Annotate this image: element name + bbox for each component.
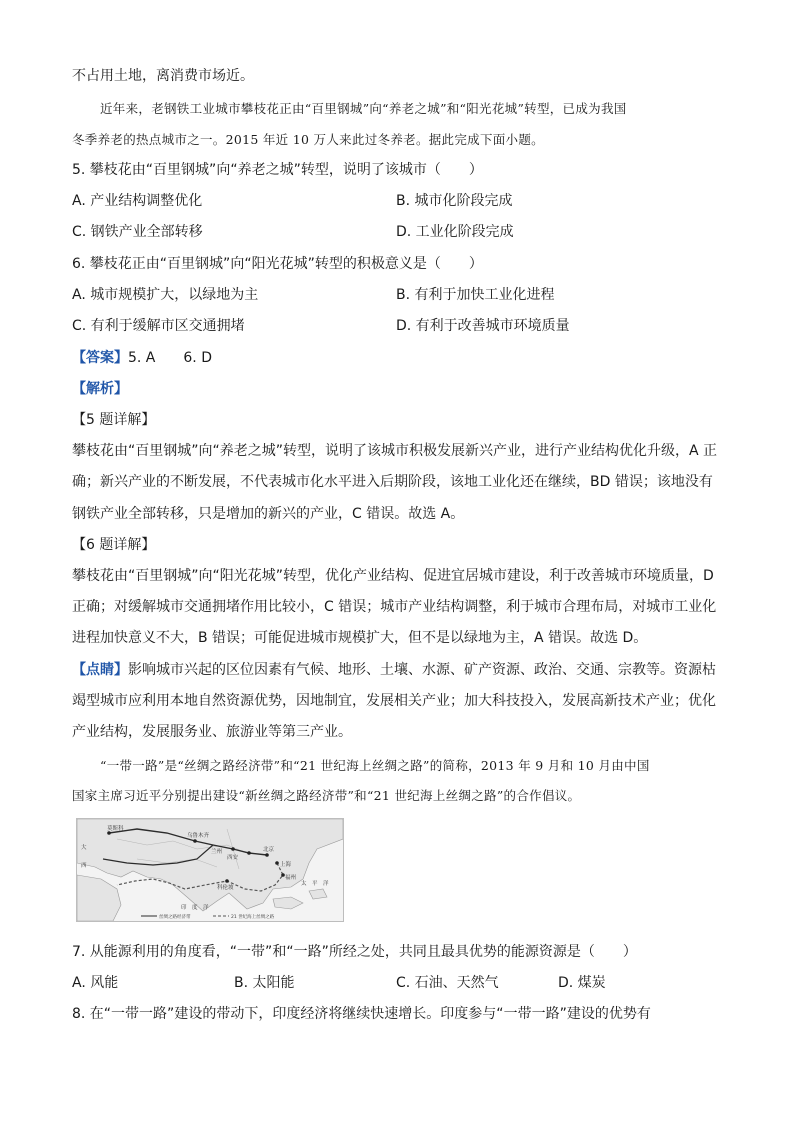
passage-line: 近年来，老钢铁工业城市攀枝花正由“百里钢城”向“养老之城”和“阳光花城”转型，已成为我国 xyxy=(100,101,627,116)
detail-line: 确；新兴产业的不断发展，不代表城市化水平进入后期阶段，该地工业化还在继续，BD 错误；该地没有 xyxy=(72,474,713,490)
belt-road-map xyxy=(76,818,344,922)
city-dot xyxy=(247,851,251,855)
question-8: 8. 在“一带一路”建设的带动下，印度经济将继续快速增长。印度参与“一带一路”建设的优势有 xyxy=(72,1006,651,1022)
tip-text: 影响城市兴起的区位因素有气候、地形、土壤、水源、矿产资源、政治、交通、宗教等。资源枯 xyxy=(128,662,716,678)
map-figure xyxy=(77,819,343,921)
option-7a: A. 风能 xyxy=(72,975,119,991)
tip-tag: 【点睛】 xyxy=(72,662,128,678)
option-6d: D. 有利于改善城市环境质量 xyxy=(396,318,570,334)
map-label: 兰州 xyxy=(211,849,223,855)
map-label: 西安 xyxy=(227,855,239,861)
option-6c: C. 有利于缓解市区交通拥堵 xyxy=(72,318,245,334)
option-7d: D. 煤炭 xyxy=(558,975,606,991)
answer-tag: 【答案】 xyxy=(72,350,128,366)
map-label: 北京 xyxy=(263,847,275,853)
option-7c: C. 石油、天然气 xyxy=(396,975,499,991)
passage-line: 国家主席习近平分别提出建设“新丝绸之路经济带”和“21 世纪海上丝绸之路”的合作倡议。 xyxy=(72,788,581,803)
detail-line: 正确；对缓解城市交通拥堵作用比较小，C 错误；城市产业结构调整，利于城市合理布局，对城市工业化 xyxy=(72,599,717,615)
question-6: 6. 攀枝花正由“百里钢城”向“阳光花城”转型的积极意义是（ ） xyxy=(72,256,483,272)
legend-road: 21 世纪海上丝绸之路 xyxy=(231,915,275,920)
city-dot xyxy=(275,861,279,865)
map-land-africa xyxy=(77,875,121,921)
answer-text: 5. A 6. D xyxy=(128,350,212,366)
option-5d: D. 工业化阶段完成 xyxy=(396,224,514,240)
option-6b: B. 有利于加快工业化进程 xyxy=(396,287,555,303)
question-7: 7. 从能源利用的角度看，“一带”和“一路”所经之处，共同且最具优势的能源资源是（ ） xyxy=(72,944,637,960)
city-dot xyxy=(231,847,235,851)
option-5b: B. 城市化阶段完成 xyxy=(396,193,513,209)
option-7b: B. 太阳能 xyxy=(234,975,295,991)
map-label: 西 xyxy=(81,863,87,869)
map-label: 乌鲁木齐 xyxy=(187,833,210,839)
detail-line: 钢铁产业全部转移，只是增加的新兴的产业，C 错误。故选 A。 xyxy=(72,506,465,522)
answer-line xyxy=(72,348,212,368)
map-label: 莫斯科 xyxy=(107,826,124,832)
map-label: 大 xyxy=(81,845,87,851)
option-5a: A. 产业结构调整优化 xyxy=(72,193,203,209)
tip-line xyxy=(72,660,716,680)
legend-belt: 丝绸之路经济带 xyxy=(159,915,191,920)
map-label: 上海 xyxy=(280,862,292,868)
city-dot xyxy=(193,839,197,843)
city-dot xyxy=(265,853,269,857)
option-5c: C. 钢铁产业全部转移 xyxy=(72,224,203,240)
passage-line: “一带一路”是“丝绸之路经济带”和“21 世纪海上丝绸之路”的简称，2013 年 9 月和 10 月由中国 xyxy=(100,758,650,773)
tip-line: 竭型城市应利用本地自然资源优势，因地制宜，发展相关产业；加大科技投入，发展高新技术产业；优化 xyxy=(72,693,716,709)
city-dot xyxy=(225,879,229,883)
map-label: 印 度 洋 xyxy=(181,905,209,911)
analysis-tag: 【解析】 xyxy=(72,381,128,397)
question-5: 5. 攀枝花由“百里钢城”向“养老之城”转型，说明了该城市（ ） xyxy=(72,162,483,178)
text-line: 不占用土地，离消费市场近。 xyxy=(72,68,254,84)
passage-line: 冬季养老的热点城市之一。2015 年近 10 万人来此过冬养老。据此完成下面小题。 xyxy=(72,132,544,147)
map-land-islands xyxy=(273,889,327,909)
tip-line: 产业结构，发展服务业、旅游业等第三产业。 xyxy=(72,724,352,740)
detail-line: 攀枝花由“百里钢城”向“阳光花城”转型，优化产业结构、促进宜居城市建设，利于改善城市环境质量，D xyxy=(72,568,714,584)
map-label: 太 平 洋 xyxy=(301,881,329,887)
option-6a: A. 城市规模扩大，以绿地为主 xyxy=(72,287,259,303)
q5-detail-tag: 【5 题详解】 xyxy=(72,412,156,428)
map-label: 福州 xyxy=(285,875,297,881)
q6-detail-tag: 【6 题详解】 xyxy=(72,537,156,553)
detail-line: 攀枝花由“百里钢城”向“养老之城”转型，说明了该城市积极发展新兴产业，进行产业结构优化升级，A 正 xyxy=(72,443,718,459)
map-legend xyxy=(141,913,275,920)
detail-line: 进程加快意义不大，B 错误；可能促进城市规模扩大，但不是以绿地为主，A 错误。故选 D。 xyxy=(72,630,648,646)
map-label: 科伦坡 xyxy=(217,885,234,891)
